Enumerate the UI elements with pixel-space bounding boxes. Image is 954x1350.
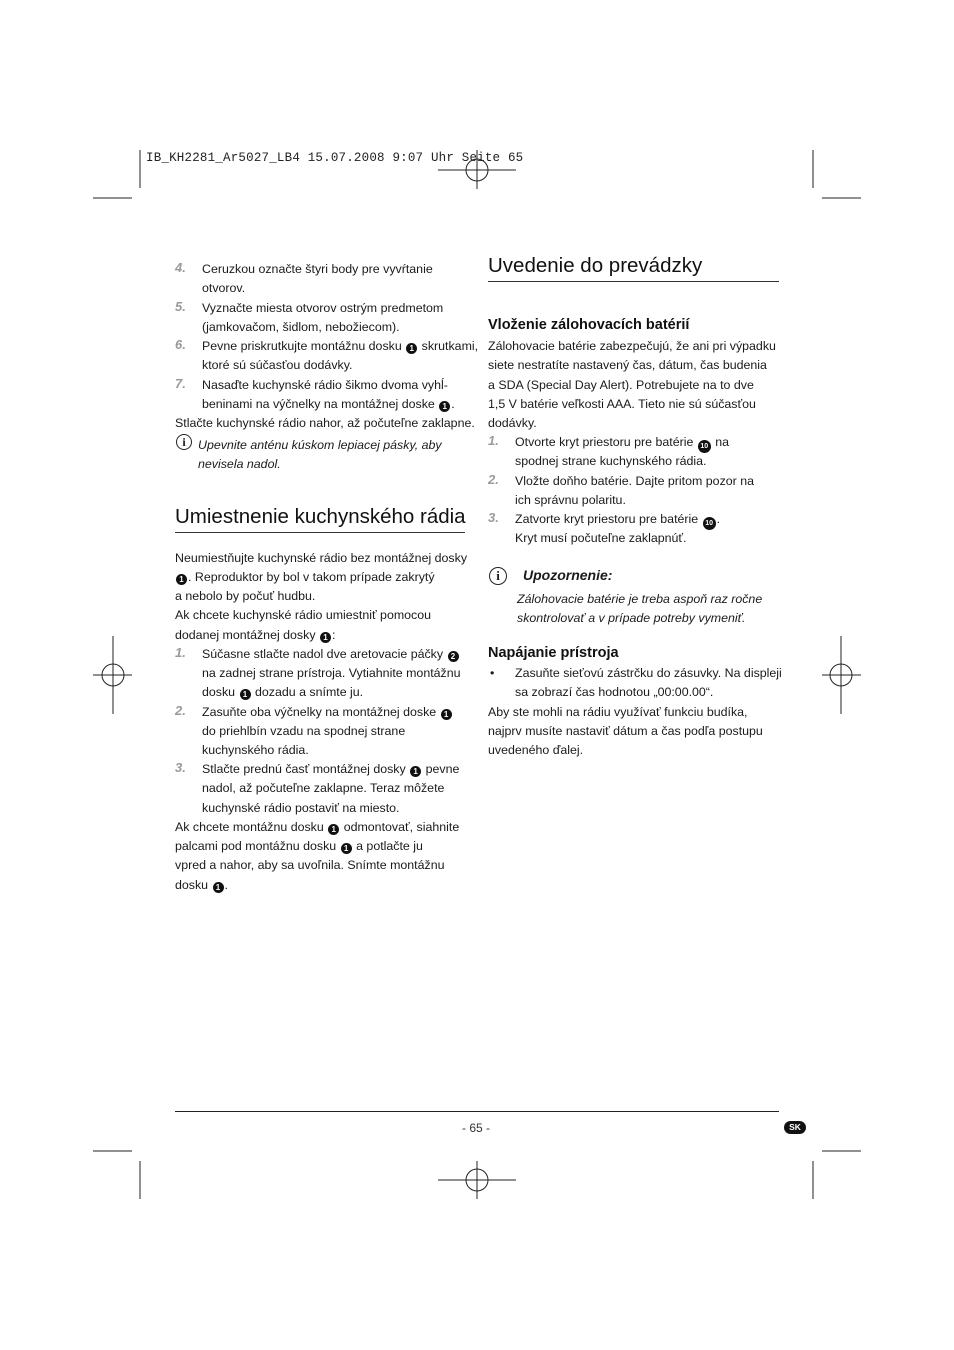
step-text: beninami na výčnelky na montážnej doske 1 .: [202, 397, 455, 411]
text-run: dosku: [202, 685, 236, 699]
step-text: [515, 433, 729, 453]
paragraph: 1,5 V batérie veľkosti AAA. Tieto nie sú súčasťou: [488, 397, 756, 411]
text-run: skrutkami,: [421, 339, 479, 353]
part-1-icon: 1: [328, 824, 339, 835]
part-1-icon: 1: [213, 882, 224, 893]
step-text: [202, 645, 460, 664]
paragraph: uvedeného ďalej.: [488, 743, 584, 757]
part-1-icon: 1: [410, 766, 421, 777]
text-run: .: [716, 512, 721, 526]
part-1-icon: 1: [320, 632, 331, 643]
step-text: [202, 703, 453, 722]
step-text: [202, 337, 478, 356]
text-run: pevne: [425, 762, 460, 776]
part-1-icon: 1: [439, 401, 450, 412]
part-10-icon: 10: [698, 440, 711, 453]
paragraph: Aby ste mohli na rádiu využívať funkciu budíka,: [488, 705, 748, 719]
step-text: [515, 510, 720, 530]
paragraph: Zálohovacie batérie zabezpečujú, že ani pri výpadku: [488, 339, 776, 353]
text-run: Stlačte prednú časť montážnej dosky: [202, 762, 406, 776]
language-badge: SK: [784, 1121, 806, 1134]
info-icon: i: [489, 567, 507, 585]
step-text: na zadnej strane prístroja. Vytiahnite montážnu: [202, 666, 461, 680]
step-text: otvorov.: [202, 281, 246, 295]
step-number: 6.: [175, 337, 186, 352]
info-icon: i: [176, 434, 192, 450]
step-number: 1.: [488, 433, 499, 448]
paragraph: [175, 568, 435, 587]
part-1-icon: 1: [441, 709, 452, 720]
step-text: [202, 760, 459, 779]
paragraph: [175, 818, 459, 837]
text-run: beninami na výčnelky na montážnej doske: [202, 397, 435, 411]
step-text: nadol, až počuteľne zaklapne. Teraz môžete: [202, 781, 445, 795]
step-number: 5.: [175, 299, 186, 314]
paragraph: [175, 837, 423, 856]
paragraph: dodanej montážnej dosky 1 :: [175, 628, 336, 642]
bullet-icon: •: [490, 666, 495, 680]
step-text: (jamkovačom, šidlom, nebožiecom).: [202, 320, 400, 334]
text-run: a potlačte ju: [356, 839, 423, 853]
text-run: palcami pod montážnu dosku: [175, 839, 337, 853]
paragraph: siete nestratíte nastavený čas, dátum, čas budenia: [488, 358, 767, 372]
paragraph: a SDA (Special Day Alert). Potrebujete na to dve: [488, 378, 754, 392]
step-text: [202, 683, 363, 702]
part-1-icon: 1: [176, 574, 187, 585]
bullet-text: sa zobrazí čas hodnotou „00:00.00“.: [515, 685, 714, 699]
text-run: . Reproduktor by bol v takom prípade zakrytý: [188, 570, 435, 584]
paragraph: dosku 1 .: [175, 878, 228, 892]
part-2-icon: 2: [448, 651, 459, 662]
text-run: Otvorte kryt priestoru pre batérie: [515, 435, 694, 449]
section-title: Umiestnenie kuchynského rádia: [175, 505, 466, 528]
step-number: 3.: [488, 510, 499, 525]
text-run: Pevne priskrutkujte montážnu dosku: [202, 339, 402, 353]
step-text: kuchynské rádio postaviť na miesto.: [202, 801, 400, 815]
step-number: 7.: [175, 376, 186, 391]
step-text: ich správnu polaritu.: [515, 493, 626, 507]
text-run: Ak chcete montážnu dosku: [175, 820, 324, 834]
step-text: do priehlbín vzadu na spodnej strane: [202, 724, 406, 738]
text-run: Zatvorte kryt priestoru pre batérie: [515, 512, 699, 526]
step-number: 2.: [175, 703, 186, 718]
step-text: Kryt musí počuteľne zaklapnúť.: [515, 531, 687, 545]
heading-rule: [175, 532, 465, 533]
paragraph: a nebolo by počuť hudbu.: [175, 589, 316, 603]
part-1-icon: 1: [406, 343, 417, 354]
step-number: 4.: [175, 260, 186, 275]
paragraph: Neumiestňujte kuchynské rádio bez montážnej dosky: [175, 551, 468, 565]
text-run: Zasuňte oba výčnelky na montážnej doske: [202, 705, 437, 719]
subsection-title: Napájanie prístroja: [488, 645, 619, 661]
bullet-text: Zasuňte sieťovú zástrčku do zásuvky. Na displeji: [515, 666, 782, 680]
warning-text: Zálohovacie batérie je treba aspoň raz ročne: [517, 592, 763, 606]
text-run: Súčasne stlačte nadol dve aretovacie páčky: [202, 647, 444, 661]
heading-rule: [488, 281, 779, 282]
page-number: - 65 -: [462, 1121, 491, 1135]
paragraph: najprv musíte nastaviť dátum a čas podľa postupu: [488, 724, 763, 738]
text-run: dodanej montážnej dosky: [175, 628, 316, 642]
subsection-title: Vloženie zálohovacích batérií: [488, 317, 690, 333]
step-number: 1.: [175, 645, 186, 660]
part-1-icon: 1: [341, 843, 352, 854]
step-number: 3.: [175, 760, 186, 775]
text-run: dozadu a snímte ju.: [254, 685, 364, 699]
warning-text: skontrolovať a v prípade potreby vymeniť.: [517, 611, 746, 625]
step-text: spodnej strane kuchynského rádia.: [515, 454, 707, 468]
paragraph: dodávky.: [488, 416, 537, 430]
print-slug: IB_KH2281_Ar5027_LB4 15.07.2008 9:07 Uhr Seite 65: [146, 151, 524, 165]
text-run: dosku: [175, 878, 209, 892]
step-text: kuchynského rádia.: [202, 743, 309, 757]
part-1-icon: 1: [240, 689, 251, 700]
step-text: Vložte doňho batérie. Dajte pritom pozor na: [515, 474, 755, 488]
paragraph: Ak chcete kuchynské rádio umiestniť pomocou: [175, 608, 432, 622]
step-text: Vyznačte miesta otvorov ostrým predmetom: [202, 301, 444, 315]
section-title: Uvedenie do prevádzky: [488, 254, 703, 277]
part-10-icon: 10: [703, 517, 716, 530]
footer-rule: [175, 1111, 779, 1112]
text-run: odmontovať, siahnite: [343, 820, 460, 834]
note-text: Upevnite anténu kúskom lepiacej pásky, aby: [198, 438, 442, 452]
step-text: Nasaďte kuchynské rádio šikmo dvoma vyhĺ-: [202, 378, 448, 392]
note-text: nevisela nadol.: [198, 457, 281, 471]
paragraph: vpred a nahor, aby sa uvoľnila. Snímte montážnu: [175, 858, 445, 872]
step-text: Ceruzkou označte štyri body pre vyvŕtanie: [202, 262, 433, 276]
text-run: na: [715, 435, 730, 449]
paragraph: Stlačte kuchynské rádio nahor, až počuteľne zaklapne.: [175, 416, 475, 430]
step-number: 2.: [488, 472, 499, 487]
warning-title: Upozornenie:: [523, 567, 613, 583]
step-text: ktoré sú súčasťou dodávky.: [202, 358, 353, 372]
